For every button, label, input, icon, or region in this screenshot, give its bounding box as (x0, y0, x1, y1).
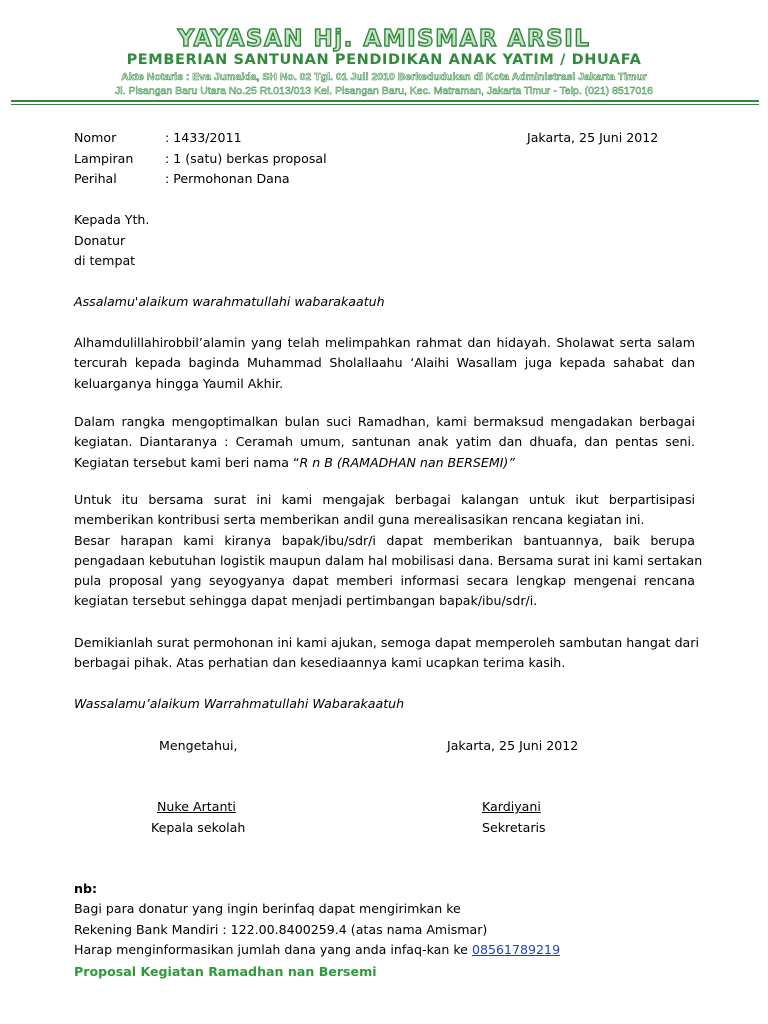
signatory-role-right: Sekretaris (482, 820, 546, 835)
letterhead-divider-thin (11, 104, 759, 105)
recipient-line: di tempat (74, 253, 136, 268)
paragraph-line: tercurah kepada baginda Muhammad Sholallaahu ‘Alaihi Wasallam juga kepada sahabat dan (74, 355, 695, 371)
bank-account-line: Rekening Bank Mandiri : 122.00.8400259.4 (atas nama Amismar) (74, 922, 488, 937)
paragraph-invitation (74, 490, 703, 612)
note-line: Bagi para donatur yang ingin berinfaq dapat mengirimkan ke (74, 901, 461, 916)
letterhead-divider (11, 100, 759, 102)
event-name: R n B (RAMADHAN nan BERSEMI)” (299, 454, 515, 470)
address-line: Jl. Pisangan Baru Utara No.25 Rt.013/013 Kel. Pisangan Baru, Kec. Matraman, Jakarta Timur - Telp. (021) 8517016 (115, 85, 653, 97)
letter-date: Jakarta, 25 Juni 2012 (527, 130, 659, 145)
paragraph-opening (74, 333, 695, 394)
lampiran-label: Lampiran (74, 151, 134, 166)
organization-name: YAYASAN Hj. AMISMAR ARSIL (177, 26, 591, 52)
contact-prefix: Harap menginformasikan jumlah dana yang anda infaq-kan ke (74, 942, 472, 957)
paragraph-closing (74, 633, 699, 674)
paragraph-line (74, 453, 695, 473)
paragraph-line: keluarganya hingga Yaumil Akhir. (74, 375, 284, 391)
paragraph-line: pula proposal yang seyogyanya dapat memberi informasi secara lengkap mengenai rencana (74, 573, 695, 589)
paragraph-line: pengadaan kebutuhan logistik maupun dalam hal mobilisasi dana. Bersama surat ini kami sertakan (74, 552, 703, 568)
signatory-role-left: Kepala sekolah (151, 820, 246, 835)
perihal-label: Perihal (74, 171, 117, 186)
paragraph-line: kegiatan tersebut sehingga dapat menjadi pertimbangan bapak/ibu/sdr/i. (74, 593, 538, 609)
note-label: nb: (74, 881, 98, 896)
paragraph-line: memberikan kontribusi serta memberikan andil guna merealisasikan rencana kegiatan ini. (74, 512, 645, 528)
event-name-prefix: Kegiatan tersebut kami beri nama “ (74, 454, 300, 470)
document-footer: Proposal Kegiatan Ramadhan nan Bersemi (74, 964, 377, 979)
signature-date: Jakarta, 25 Juni 2012 (447, 738, 579, 753)
notary-line: Akte Notaris : Eva Jumaida, SH No. 02 Tgl. 01 Juli 2010 Berkedudukan di Kota Administrasi Jakarta Timur (121, 71, 647, 83)
signatory-name-right: Kardiyani (482, 799, 541, 814)
phone-link[interactable]: 08561789219 (471, 942, 561, 957)
lampiran-value: : 1 (satu) berkas proposal (165, 151, 327, 166)
greeting: Assalamu'alaikum warahmatullahi wabarakaatuh (74, 294, 385, 309)
acknowledged-heading: Mengetahui, (159, 738, 238, 753)
paragraph-line: berbagai pihak. Atas perhatian dan kesediaannya kami ucapkan terima kasih. (74, 655, 566, 671)
closing-greeting: Wassalamu’alaikum Warrahmatullahi Wabarakaatuh (74, 696, 405, 711)
paragraph-line: Untuk itu bersama surat ini kami mengajak berbagai kalangan untuk ikut berpartisipasi (74, 492, 695, 507)
nomor-label: Nomor (74, 130, 117, 145)
recipient-line: Donatur (74, 233, 126, 248)
paragraph-line: Alhamdulillahirobbil’alamin yang telah melimpahkan rahmat dan hidayah. Sholawat serta salam (74, 335, 695, 350)
signatory-name-left: Nuke Artanti (157, 799, 236, 814)
paragraph-line: Besar harapan kami kiranya bapak/ibu/sdr/i dapat memberikan bantuannya, baik berupa (74, 532, 695, 548)
note-line (74, 940, 560, 960)
paragraph-purpose (74, 412, 695, 473)
recipient-line: Kepada Yth. (74, 212, 150, 227)
perihal-value: : Permohonan Dana (165, 171, 290, 186)
paragraph-line: kegiatan. Diantaranya : Ceramah umum, santunan anak yatim dan dhuafa, dan pentas seni. (74, 434, 695, 450)
organization-subtitle: PEMBERIAN SANTUNAN PENDIDIKAN ANAK YATIM / DHUAFA (126, 52, 642, 68)
nomor-value: : 1433/2011 (165, 130, 242, 145)
paragraph-line: Dalam rangka mengoptimalkan bulan suci Ramadhan, kami bermaksud mengadakan berbagai (74, 414, 695, 429)
paragraph-line: Demikianlah surat permohonan ini kami ajukan, semoga dapat memperoleh sambutan hangat dari (74, 635, 699, 650)
